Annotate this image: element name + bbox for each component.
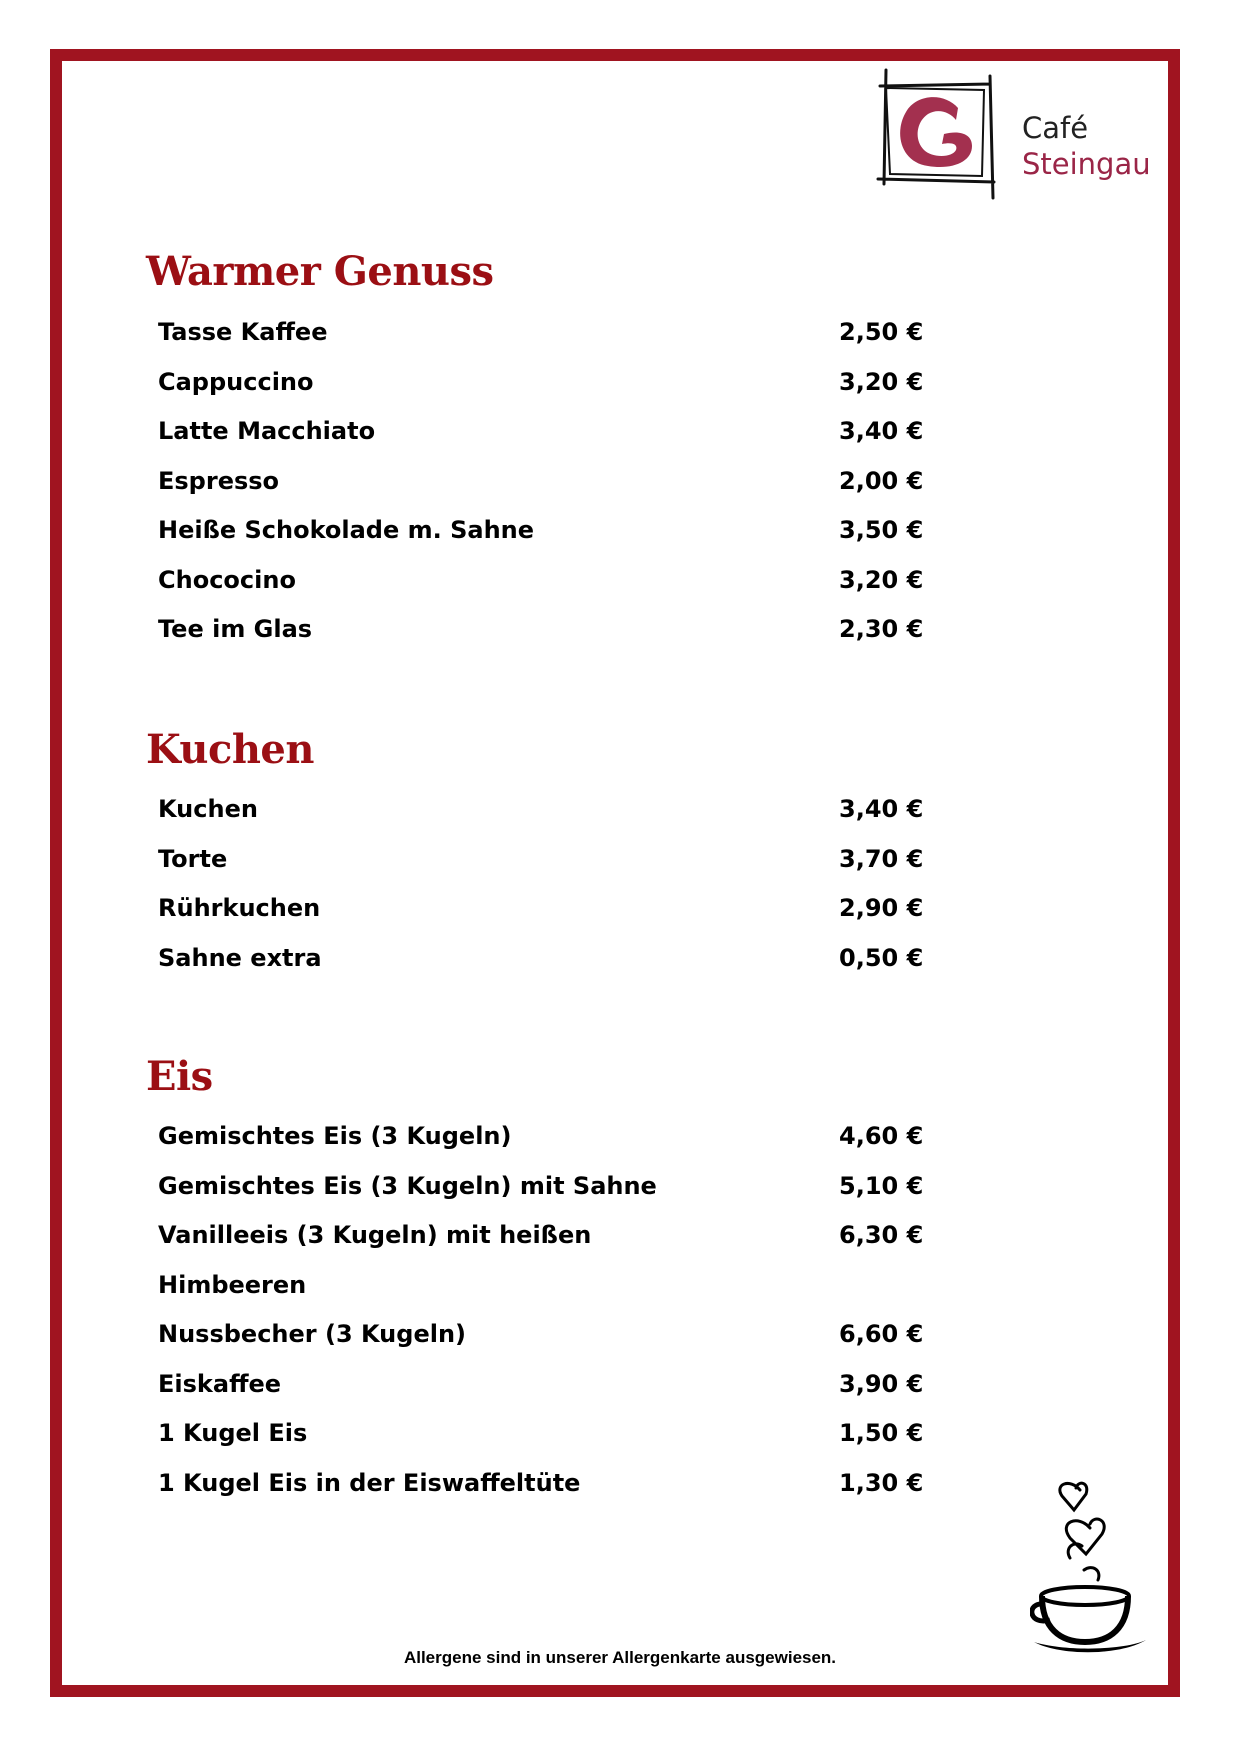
item-name: Nussbecher (3 Kugeln) bbox=[158, 1320, 467, 1348]
menu-item bbox=[158, 1211, 948, 1261]
section-title-eis: Eis bbox=[146, 1053, 213, 1100]
coffee-cup-hearts-icon bbox=[1030, 1470, 1150, 1660]
item-price: 2,50 € bbox=[839, 318, 924, 346]
brand-logo bbox=[872, 66, 1172, 206]
section-title-kuchen: Kuchen bbox=[146, 726, 314, 773]
item-price: 2,30 € bbox=[839, 615, 924, 643]
item-name: Latte Macchiato bbox=[158, 417, 376, 445]
item-name: Himbeeren bbox=[158, 1270, 307, 1299]
menu-item bbox=[158, 1459, 948, 1509]
menu-item bbox=[158, 1409, 948, 1459]
menu-item bbox=[158, 457, 948, 507]
menu-item bbox=[158, 1162, 948, 1212]
menu-item bbox=[158, 1112, 948, 1162]
item-price: 3,50 € bbox=[839, 516, 924, 544]
menu-item bbox=[158, 308, 948, 358]
item-price: 0,50 € bbox=[839, 943, 924, 972]
menu-item bbox=[158, 358, 948, 408]
menu-item bbox=[158, 407, 948, 457]
menu-item bbox=[158, 884, 948, 934]
item-name: Gemischtes Eis (3 Kugeln) mit Sahne bbox=[158, 1171, 657, 1200]
item-price: 3,20 € bbox=[839, 565, 924, 594]
item-name: Eiskaffee bbox=[158, 1369, 282, 1398]
section-items-eis bbox=[158, 1112, 948, 1508]
item-name: 1 Kugel Eis in der Eiswaffeltüte bbox=[158, 1468, 581, 1497]
section-items-kuchen bbox=[158, 785, 948, 983]
item-price: 6,60 € bbox=[839, 1320, 924, 1348]
menu-item bbox=[158, 785, 948, 835]
item-name: Vanilleeis (3 Kugeln) mit heißen bbox=[158, 1221, 592, 1249]
item-name: Tasse Kaffee bbox=[158, 318, 328, 346]
menu-item bbox=[158, 605, 948, 655]
section-title-warmer-genuss: Warmer Genuss bbox=[146, 248, 494, 295]
item-price: 3,90 € bbox=[839, 1369, 924, 1398]
item-name: Cappuccino bbox=[158, 367, 314, 396]
item-price: 5,10 € bbox=[839, 1171, 924, 1200]
item-name: Kuchen bbox=[158, 795, 258, 823]
menu-item bbox=[158, 1310, 948, 1360]
item-price: 2,90 € bbox=[839, 894, 924, 922]
item-price: 1,30 € bbox=[839, 1468, 924, 1497]
menu-item bbox=[158, 835, 948, 885]
item-price: 3,70 € bbox=[839, 844, 924, 873]
menu-item bbox=[158, 934, 948, 984]
item-price: 3,20 € bbox=[839, 367, 924, 396]
item-name: Torte bbox=[158, 844, 228, 873]
menu-item bbox=[158, 1261, 948, 1311]
menu-item bbox=[158, 1360, 948, 1410]
item-name: Gemischtes Eis (3 Kugeln) bbox=[158, 1122, 512, 1150]
item-price: 2,00 € bbox=[839, 466, 924, 495]
menu-item bbox=[158, 556, 948, 606]
cafe-steingau-logo-icon bbox=[872, 66, 997, 201]
item-name: Espresso bbox=[158, 466, 280, 495]
item-name: Chococino bbox=[158, 565, 296, 594]
item-price: 3,40 € bbox=[839, 417, 924, 445]
item-price: 4,60 € bbox=[839, 1122, 924, 1150]
allergen-note: Allergene sind in unserer Allergenkarte ausgewiesen. bbox=[403, 1648, 837, 1667]
item-name: 1 Kugel Eis bbox=[158, 1419, 308, 1447]
brand-name bbox=[1022, 110, 1151, 182]
item-name: Sahne extra bbox=[158, 943, 322, 972]
item-price: 1,50 € bbox=[839, 1419, 924, 1447]
item-name: Tee im Glas bbox=[158, 615, 313, 643]
item-price: 6,30 € bbox=[839, 1221, 924, 1249]
item-name: Rührkuchen bbox=[158, 894, 321, 922]
brand-line-cafe: Café bbox=[1022, 111, 1089, 145]
menu-item bbox=[158, 506, 948, 556]
item-name: Heiße Schokolade m. Sahne bbox=[158, 516, 535, 544]
section-items-warmer-genuss bbox=[158, 308, 948, 655]
item-price: 3,40 € bbox=[839, 795, 924, 823]
brand-line-steingau: Steingau bbox=[1022, 147, 1151, 181]
